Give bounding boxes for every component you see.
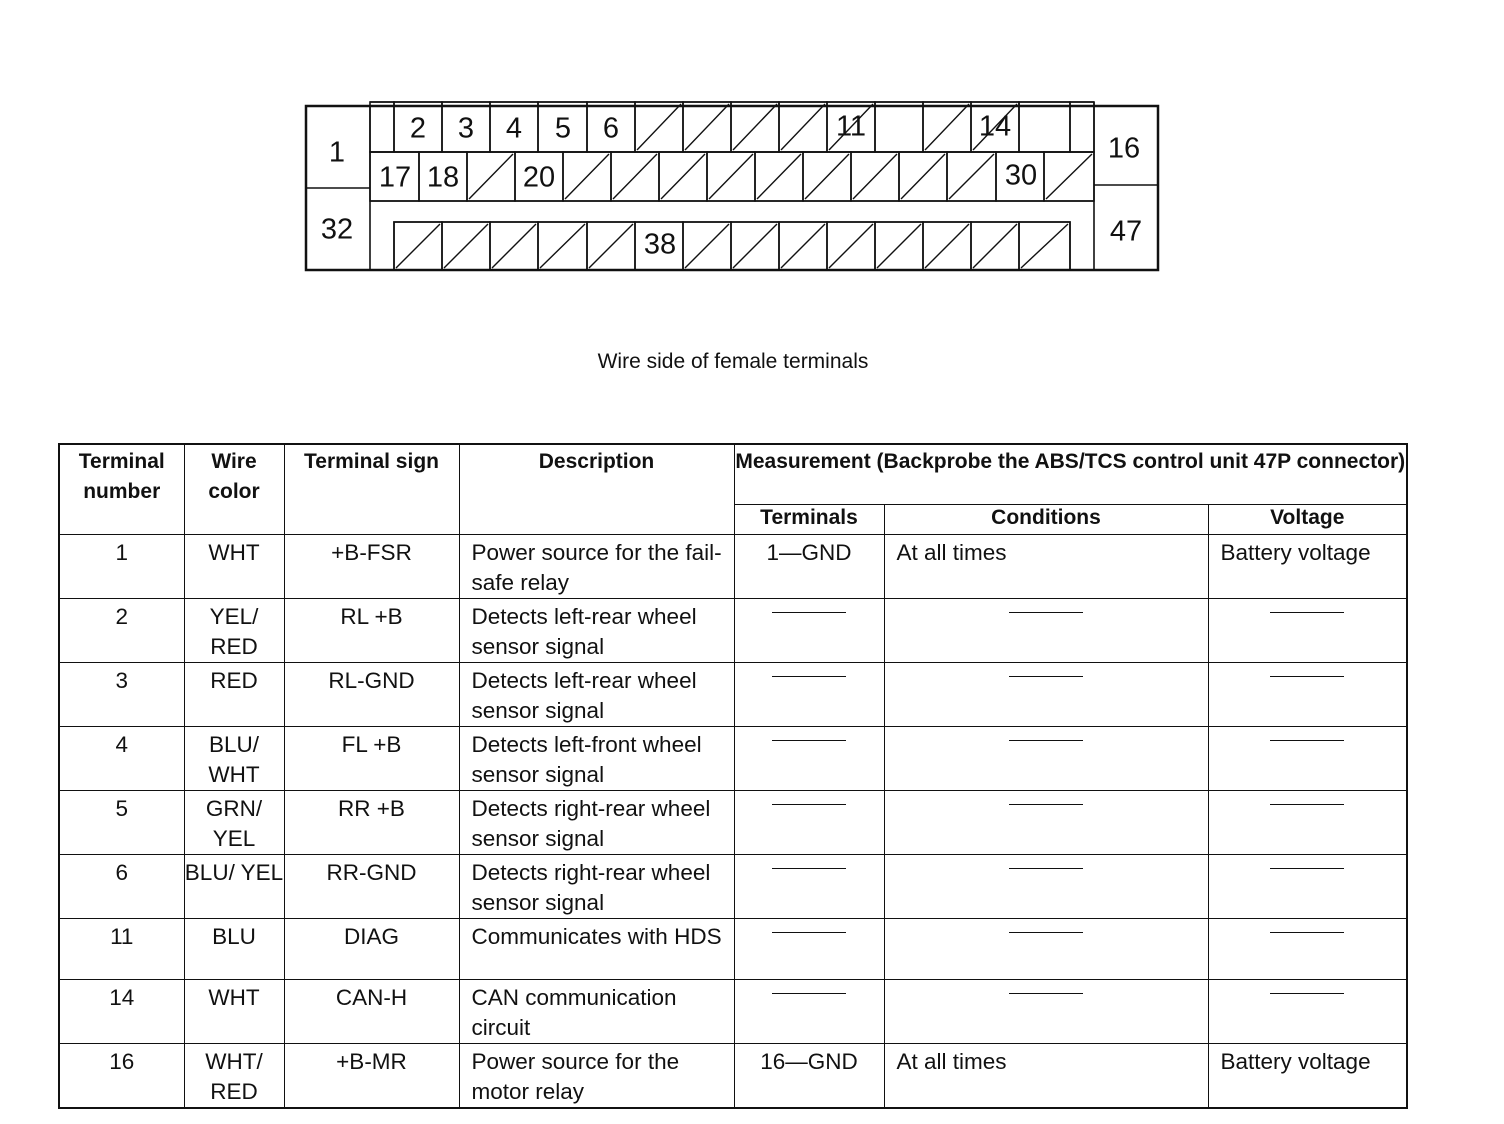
top-row-cavity (875, 102, 923, 152)
empty-cavity-slash (781, 104, 825, 150)
table-row (59, 790, 1407, 854)
table-row (59, 1043, 1407, 1108)
not-applicable-dash (1009, 740, 1083, 741)
cell-wire-color: BLU (184, 918, 284, 979)
cell-description: Detects left-rear wheel sensor signal (459, 662, 734, 726)
cell-terminal-sign: +B-MR (284, 1043, 459, 1108)
terminal-label-16: 16 (1107, 132, 1141, 165)
not-applicable-dash (1009, 804, 1083, 805)
terminal-label-6: 6 (602, 112, 620, 145)
terminal-label-5: 5 (554, 112, 572, 145)
cell-conditions: At all times (884, 534, 1208, 598)
cell-terminals (734, 662, 884, 726)
cell-terminal-sign: RR +B (284, 790, 459, 854)
cell-description: Power source for the fail-safe relay (459, 534, 734, 598)
cell-description: Detects left-front wheel sensor signal (459, 726, 734, 790)
not-applicable-dash (772, 932, 846, 933)
cell-terminal-number: 1 (59, 534, 184, 598)
cell-description: Power source for the motor relay (459, 1043, 734, 1108)
middle-row-cells (370, 152, 1094, 201)
cell-terminal-number: 6 (59, 854, 184, 918)
empty-cavity-slash (925, 224, 969, 268)
header-terminals: Terminals (734, 504, 884, 534)
cell-terminal-sign: CAN-H (284, 979, 459, 1043)
table-row (59, 979, 1407, 1043)
cell-terminals (734, 979, 884, 1043)
bottom-row-cells (394, 222, 1070, 270)
cell-voltage: Battery voltage (1208, 534, 1407, 598)
empty-cavity-slash (685, 104, 729, 150)
empty-cavity-slash (492, 224, 536, 268)
empty-cavity-slash (469, 154, 513, 199)
empty-cavity-slash (565, 154, 609, 199)
terminal-label-11: 11 (835, 110, 867, 143)
cell-description: CAN communication circuit (459, 979, 734, 1043)
cell-voltage (1208, 598, 1407, 662)
not-applicable-dash (1270, 932, 1344, 933)
table-row (59, 726, 1407, 790)
not-applicable-dash (1270, 740, 1344, 741)
terminal-label-1: 1 (328, 136, 346, 169)
not-applicable-dash (772, 740, 846, 741)
cell-voltage (1208, 918, 1407, 979)
terminal-label-20: 20 (522, 161, 556, 194)
not-applicable-dash (1270, 804, 1344, 805)
cell-conditions (884, 726, 1208, 790)
cell-terminal-number: 3 (59, 662, 184, 726)
cell-terminal-number: 11 (59, 918, 184, 979)
cell-terminals (734, 598, 884, 662)
not-applicable-dash (772, 676, 846, 677)
empty-cavity-slash (805, 154, 849, 199)
terminal-label-4: 4 (505, 112, 523, 145)
terminal-label-2: 2 (409, 112, 427, 145)
cell-terminal-number: 16 (59, 1043, 184, 1108)
cell-wire-color: WHT/ RED (184, 1043, 284, 1108)
empty-cavity-slash (540, 224, 585, 268)
cell-description: Communicates with HDS (459, 918, 734, 979)
empty-cavity-slash (685, 224, 729, 268)
empty-cavity-slash (781, 224, 825, 268)
cell-wire-color: BLU/ YEL (184, 854, 284, 918)
not-applicable-dash (772, 868, 846, 869)
terminal-table (58, 443, 1408, 1109)
top-row-spacer-right (1070, 102, 1094, 152)
header-terminal-number: Terminal number (59, 444, 184, 534)
table-row (59, 662, 1407, 726)
cell-wire-color: WHT (184, 979, 284, 1043)
not-applicable-dash (1009, 932, 1083, 933)
not-applicable-dash (772, 612, 846, 613)
not-applicable-dash (1009, 676, 1083, 677)
empty-cavity-slash (733, 104, 777, 150)
empty-cavity-slash (973, 224, 1017, 268)
empty-cavity-slash (853, 154, 897, 199)
not-applicable-dash (1009, 868, 1083, 869)
cell-terminals (734, 918, 884, 979)
not-applicable-dash (772, 993, 846, 994)
terminal-label-14: 14 (978, 110, 1012, 143)
cell-terminal-sign: RL-GND (284, 662, 459, 726)
empty-cavity-slash (709, 154, 753, 199)
cell-terminal-sign: RR-GND (284, 854, 459, 918)
cell-conditions: At all times (884, 1043, 1208, 1108)
cell-terminal-number: 14 (59, 979, 184, 1043)
header-measurement: Measurement (Backprobe the ABS/TCS control unit 47P connector) (734, 444, 1407, 504)
table-row (59, 534, 1407, 598)
cell-terminal-number: 4 (59, 726, 184, 790)
cell-conditions (884, 598, 1208, 662)
cell-conditions (884, 918, 1208, 979)
cell-wire-color: YEL/ RED (184, 598, 284, 662)
cell-voltage (1208, 726, 1407, 790)
empty-cavity-slash (877, 224, 921, 268)
cell-description: Detects left-rear wheel sensor signal (459, 598, 734, 662)
not-applicable-dash (1009, 612, 1083, 613)
header-terminal-sign: Terminal sign (284, 444, 459, 534)
cell-wire-color: RED (184, 662, 284, 726)
cell-voltage (1208, 854, 1407, 918)
empty-cavity-slash (757, 154, 801, 199)
empty-cavity-slash (613, 154, 657, 199)
cell-conditions (884, 790, 1208, 854)
empty-cavity-slash (589, 224, 633, 268)
not-applicable-dash (1270, 676, 1344, 677)
cell-description: Detects right-rear wheel sensor signal (459, 854, 734, 918)
terminal-label-38: 38 (643, 228, 677, 261)
terminal-label-3: 3 (457, 112, 475, 145)
cell-terminal-sign: RL +B (284, 598, 459, 662)
cell-terminals: 1—GND (734, 534, 884, 598)
empty-cavity-slash (949, 154, 994, 199)
cell-terminal-sign: FL +B (284, 726, 459, 790)
terminal-label-17: 17 (378, 161, 412, 194)
terminal-label-30: 30 (1004, 159, 1038, 192)
not-applicable-dash (1009, 993, 1083, 994)
not-applicable-dash (1270, 993, 1344, 994)
top-row-spacer-left (370, 102, 394, 152)
header-wire-color: Wire color (184, 444, 284, 534)
cell-terminals (734, 854, 884, 918)
empty-cavity-slash (396, 224, 440, 268)
bottom-row-outline (394, 222, 1070, 270)
diagram-caption: Wire side of female terminals (597, 350, 869, 373)
cell-terminals (734, 726, 884, 790)
empty-cavity-slash (925, 104, 969, 150)
top-row-cavity (1019, 102, 1070, 152)
not-applicable-dash (772, 804, 846, 805)
table-body (59, 534, 1407, 1108)
cell-wire-color: GRN/ YEL (184, 790, 284, 854)
not-applicable-dash (1270, 868, 1344, 869)
terminal-label-47: 47 (1109, 215, 1143, 248)
empty-cavity-slash (733, 224, 777, 268)
cell-voltage (1208, 979, 1407, 1043)
cell-terminal-number: 2 (59, 598, 184, 662)
terminal-label-18: 18 (426, 161, 460, 194)
cell-voltage (1208, 662, 1407, 726)
empty-cavity-slash (661, 154, 705, 199)
empty-cavity-slash (637, 104, 681, 150)
header-conditions: Conditions (884, 504, 1208, 534)
cell-conditions (884, 979, 1208, 1043)
cell-wire-color: BLU/ WHT (184, 726, 284, 790)
table-row (59, 918, 1407, 979)
empty-cavity-slash (1021, 224, 1068, 268)
cell-terminals: 16—GND (734, 1043, 884, 1108)
table-row (59, 598, 1407, 662)
empty-cavity-slash (1046, 154, 1092, 199)
cell-voltage (1208, 790, 1407, 854)
cell-conditions (884, 854, 1208, 918)
table-row (59, 854, 1407, 918)
header-description: Description (459, 444, 734, 534)
cell-terminal-sign: +B-FSR (284, 534, 459, 598)
terminal-label-32: 32 (320, 213, 354, 246)
empty-cavity-slash (444, 224, 488, 268)
cell-terminal-number: 5 (59, 790, 184, 854)
cell-description: Detects right-rear wheel sensor signal (459, 790, 734, 854)
cell-conditions (884, 662, 1208, 726)
cell-wire-color: WHT (184, 534, 284, 598)
not-applicable-dash (1270, 612, 1344, 613)
header-voltage: Voltage (1208, 504, 1407, 534)
empty-cavity-slash (829, 224, 873, 268)
cell-voltage: Battery voltage (1208, 1043, 1407, 1108)
cell-terminals (734, 790, 884, 854)
empty-cavity-slash (901, 154, 945, 199)
cell-terminal-sign: DIAG (284, 918, 459, 979)
connector-diagram (304, 100, 1160, 272)
